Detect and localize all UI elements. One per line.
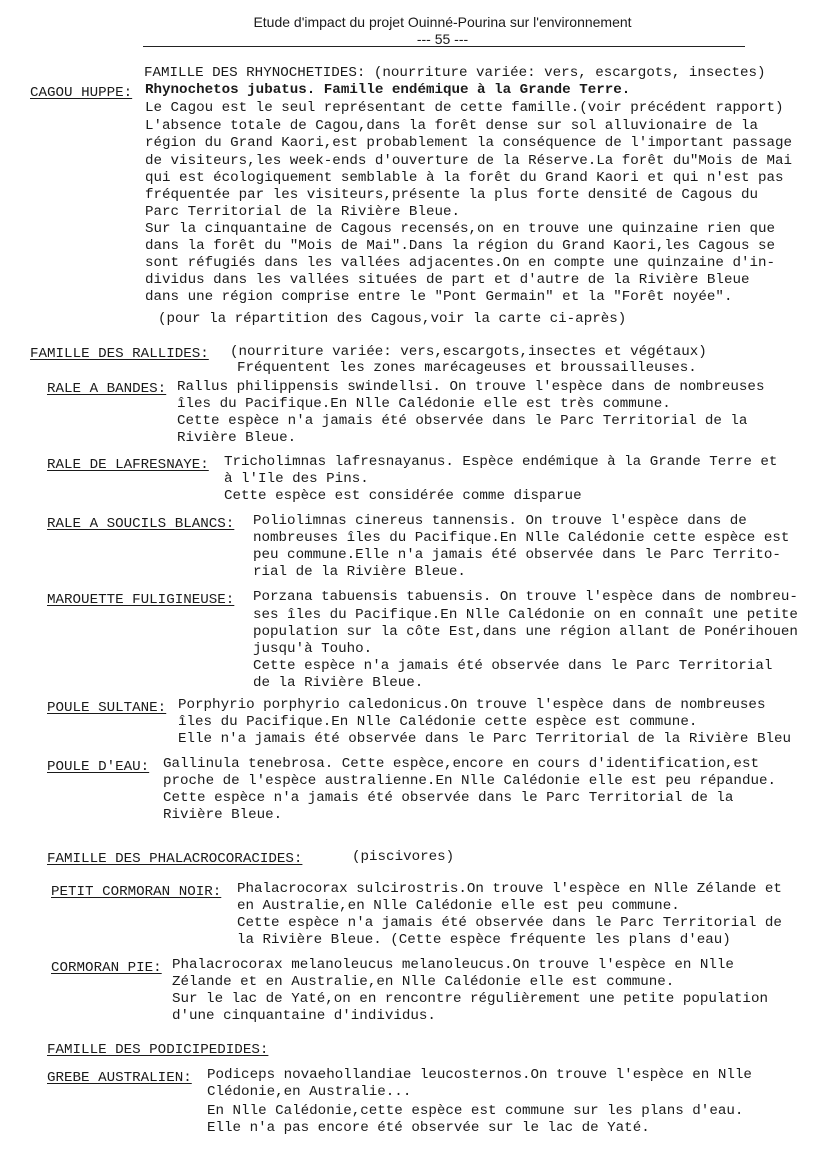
species-text: de la Rivière Bleue. xyxy=(253,675,424,691)
species-text: Cette espèce n'a jamais été observée dans le Parc Territorial xyxy=(253,658,773,674)
species-text: Porzana tabuensis tabuensis. On trouve l'espèce dans de nombreu- xyxy=(253,589,798,605)
species-text: Cette espèce n'a jamais été observée dans le Parc Territorial de la xyxy=(177,413,748,429)
species-text: Clédonie,en Australie... xyxy=(207,1084,412,1100)
species-name-rale-de-lafresnaye: RALE DE LAFRESNAYE: xyxy=(47,457,209,473)
species-text: Cette espèce n'a jamais été observée dans le Parc Territorial de la xyxy=(163,790,734,806)
species-text: dividus dans les vallées situées de part et d'autre de la Rivière Bleue xyxy=(145,272,750,288)
species-text: En Nlle Calédonie,cette espèce est commune sur les plans d'eau. xyxy=(207,1103,744,1119)
species-name-rale-a-soucils-blancs: RALE A SOUCILS BLANCS: xyxy=(47,516,235,532)
species-text: Zélande et en Australie,en Nlle Calédonie elle est commune. xyxy=(172,974,675,990)
family-note: (nourriture variée: vers,escargots,insectes et végétaux) xyxy=(230,344,707,360)
species-text: à l'Ile des Pins. xyxy=(224,471,369,487)
species-text: Cette espèce est considérée comme disparue xyxy=(224,488,582,504)
species-text: Porphyrio porphyrio caledonicus.On trouve l'espèce dans de nombreuses xyxy=(178,697,766,713)
species-text: îles du Pacifique.En Nlle Calédonie cette espèce est commune. xyxy=(178,714,698,730)
species-text: peu commune.Elle n'a jamais été observée dans le Parc Territo- xyxy=(253,547,781,563)
species-text: Rallus philippensis swindellsi. On trouve l'espèce dans de nombreuses xyxy=(177,379,765,395)
species-text: sont réfugiés dans les vallées adjacentes.On en compte une quinzaine d'in- xyxy=(145,255,776,271)
species-text: Rivière Bleue. xyxy=(163,807,283,823)
species-text: dans la forêt du "Mois de Mai".Dans la région du Grand Kaori,les Cagous se xyxy=(145,238,776,254)
species-text: Le Cagou est le seul représentant de cette famille.(voir précédent rapport) xyxy=(145,100,784,116)
species-text: rial de la Rivière Bleue. xyxy=(253,564,466,580)
species-name-poule-sultane: POULE SULTANE: xyxy=(47,700,167,716)
species-text: population sur la côte Est,dans une région allant de Ponérihouen xyxy=(253,624,798,640)
species-text: Phalacrocorax melanoleucus melanoleucus.On trouve l'espèce en Nlle xyxy=(172,957,734,973)
page-number: --- 55 --- xyxy=(416,31,469,47)
species-text: de visiteurs,les week-ends d'ouverture de la Réserve.La forêt du"Mois de Mai xyxy=(145,153,793,169)
species-text: Parc Territorial de la Rivière Bleue. xyxy=(145,204,461,220)
map-reference-note: (pour la répartition des Cagous,voir la carte ci-après) xyxy=(158,311,627,327)
species-name-cormoran-pie: CORMORAN PIE: xyxy=(51,960,162,976)
family-heading-rallides: FAMILLE DES RALLIDES: xyxy=(30,346,209,362)
header-rule xyxy=(143,46,745,47)
species-text: région du Grand Kaori,est probablement la conséquence de l'important passage xyxy=(145,135,793,151)
species-text: Elle n'a pas encore été observée sur le lac de Yaté. xyxy=(207,1120,650,1136)
family-heading-phalacrocoracides: FAMILLE DES PHALACROCORACIDES: xyxy=(47,851,303,867)
species-text: L'absence totale de Cagou,dans la forêt dense sur sol alluvionaire de la xyxy=(145,118,758,134)
species-name-grebe-australien: GREBE AUSTRALIEN: xyxy=(47,1070,192,1086)
species-text: la Rivière Bleue. (Cette espèce fréquente les plans d'eau) xyxy=(237,932,731,948)
species-text: d'une cinquantaine d'individus. xyxy=(172,1008,436,1024)
species-text: Poliolimnas cinereus tannensis. On trouve l'espèce dans de xyxy=(253,513,747,529)
species-text: nombreuses îles du Pacifique.En Nlle Calédonie cette espèce est xyxy=(253,530,790,546)
species-text: îles du Pacifique.En Nlle Calédonie elle est très commune. xyxy=(177,396,671,412)
species-text: Elle n'a jamais été observée dans le Parc Territorial de la Rivière Bleu xyxy=(178,731,791,747)
species-name-poule-d-eau: POULE D'EAU: xyxy=(47,759,150,775)
species-text: qui est écologiquement semblable à la forêt du Grand Kaori et qui n'est pas xyxy=(145,170,784,186)
species-text: en Australie,en Nlle Calédonie elle est peu commune. xyxy=(237,898,680,914)
species-text: dans une région comprise entre le "Pont Germain" et la "Forêt noyée". xyxy=(145,289,733,305)
species-text: ses îles du Pacifique.En Nlle Calédonie on en connaît une petite xyxy=(253,607,798,623)
species-text: proche de l'espèce australienne.En Nlle Calédonie elle est peu répandue. xyxy=(163,773,776,789)
species-text: Rhynochetos jubatus. Famille endémique à la Grande Terre. xyxy=(145,82,631,98)
species-name-rale-a-bandes: RALE A BANDES: xyxy=(47,381,167,397)
species-text: Sur la cinquantaine de Cagous recensés,on en trouve une quinzaine rien que xyxy=(145,221,776,237)
family-heading-rhynochetides: FAMILLE DES RHYNOCHETIDES: (nourriture variée: vers, escargots, insectes) xyxy=(144,65,766,81)
species-name-cagou-huppe: CAGOU HUPPE: xyxy=(30,85,133,101)
family-note: Fréquentent les zones marécageuses et broussailleuses. xyxy=(237,360,697,376)
species-text: fréquentée par les visiteurs,présente la plus forte densité de Cagous du xyxy=(145,187,758,203)
species-text: jusqu'à Touho. xyxy=(253,641,373,657)
species-text: Rivière Bleue. xyxy=(177,430,297,446)
species-text: Phalacrocorax sulcirostris.On trouve l'espèce en Nlle Zélande et xyxy=(237,881,782,897)
species-text: Tricholimnas lafresnayanus. Espèce endémique à la Grande Terre et xyxy=(224,454,778,470)
species-text: Sur le lac de Yaté,on en rencontre régulièrement une petite population xyxy=(172,991,768,1007)
family-note: (piscivores) xyxy=(352,849,455,865)
species-name-marouette-fuligineuse: MAROUETTE FULIGINEUSE: xyxy=(47,592,235,608)
family-heading-podicipedides: FAMILLE DES PODICIPEDIDES: xyxy=(47,1042,269,1058)
species-name-petit-cormoran-noir: PETIT CORMORAN NOIR: xyxy=(51,884,222,900)
species-text: Podiceps novaehollandiae leucosternos.On trouve l'espèce en Nlle xyxy=(207,1067,752,1083)
document-title: Etude d'impact du projet Ouinné-Pourina sur l'environnement xyxy=(253,14,632,30)
species-text: Cette espèce n'a jamais été observée dans le Parc Territorial de xyxy=(237,915,782,931)
species-text: Gallinula tenebrosa. Cette espèce,encore en cours d'identification,est xyxy=(163,756,759,772)
